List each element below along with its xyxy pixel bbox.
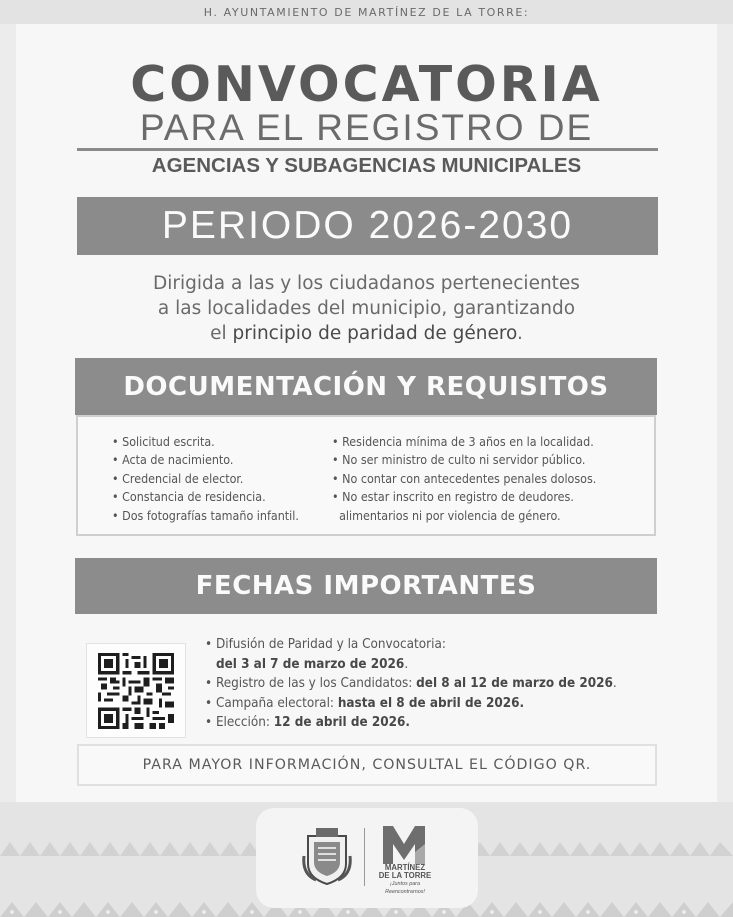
requisito-item: • No ser ministro de culto ni servidor público.	[332, 451, 596, 469]
brand-logo-m-icon	[379, 822, 429, 866]
info-box	[77, 744, 657, 786]
fecha-eleccion-date: 12 de abril de 2026	[273, 715, 406, 731]
brand-line-2: DE LA TORRE	[378, 871, 432, 880]
info-text: PARA MAYOR INFORMACIÓN, CONSULTAL EL CÓDIGO QR.	[142, 757, 592, 773]
fecha-difusion	[205, 635, 617, 655]
title-agencias: AGENCIAS Y SUBAGENCIAS MUNICIPALES	[151, 154, 582, 177]
ayuntamiento-label: H. AYUNTAMIENTO DE MARTÍNEZ DE LA TORRE:	[203, 5, 530, 19]
fecha-campana	[205, 694, 617, 714]
period: .	[405, 715, 410, 731]
periodo-text: PERIODO 2026-2030	[161, 204, 574, 247]
qr-code-frame[interactable]	[86, 643, 186, 738]
fecha-registro-date: del 8 al 12 de marzo de 2026	[416, 676, 613, 692]
requisitos-left-list	[112, 433, 299, 525]
dirigida-line-2: a las localidades del municipio, garantizando	[157, 298, 576, 319]
periodo-banner	[77, 197, 658, 255]
dirigida-pre: el	[210, 323, 233, 344]
top-band	[0, 0, 733, 24]
dirigida-post: .	[517, 323, 523, 344]
fecha-campana-label: Campaña electoral:	[215, 695, 338, 711]
requisito-item-continuation: alimentarios ni por violencia de género.	[339, 507, 561, 523]
municipal-crest-icon	[302, 826, 352, 886]
requisito-item: • Dos fotografías tamaño infantil.	[112, 507, 299, 525]
requisito-item: • Credencial de elector.	[112, 470, 299, 488]
documentacion-heading-bar	[75, 358, 657, 415]
period: .	[519, 695, 525, 711]
title-convocatoria: CONVOCATORIA	[130, 56, 603, 113]
requisito-item: • Acta de nacimiento.	[112, 451, 299, 469]
fecha-eleccion	[205, 713, 617, 733]
requisitos-box	[76, 415, 656, 536]
title-divider	[77, 148, 658, 151]
requisito-item: • Residencia mínima de 3 años en la localidad.	[332, 433, 596, 451]
requisito-item: • Solicitud escrita.	[112, 433, 299, 451]
fecha-difusion-date: del 3 al 7 de marzo de 2026	[216, 656, 405, 672]
logo-card	[256, 808, 478, 908]
fecha-registro	[205, 674, 617, 694]
paridad-emphasis: principio de paridad de género	[232, 323, 518, 344]
period: .	[404, 656, 409, 672]
documentacion-heading: DOCUMENTACIÓN Y REQUISITOS	[123, 371, 609, 402]
requisito-item: • Constancia de residencia.	[112, 488, 299, 506]
brand-slogan: ¡Juntos para Reencontrarnos!	[385, 881, 425, 895]
period: .	[612, 676, 617, 692]
dirigida-line-1: Dirigida a las y los ciudadanos pertenecientes	[153, 273, 580, 294]
title-registro: PARA EL REGISTRO DE	[139, 107, 594, 148]
brand-line-1: MARTÍNEZ	[384, 863, 426, 872]
dirigida-paragraph	[0, 271, 733, 346]
requisito-item: • No contar con antecedentes penales dolosos.	[332, 470, 596, 488]
fechas-heading: FECHAS IMPORTANTES	[195, 571, 537, 601]
qr-code-icon[interactable]	[98, 653, 174, 729]
fecha-difusion-date-line	[205, 655, 617, 675]
fechas-heading-bar	[75, 558, 657, 614]
brand-name	[376, 864, 434, 896]
fecha-registro-label: Registro de las y los Candidatos:	[215, 676, 417, 692]
logo-divider	[364, 828, 365, 886]
fechas-list	[205, 635, 617, 733]
fecha-eleccion-label: Elección:	[215, 715, 274, 731]
fecha-campana-date: hasta el 8 de abril de 2026	[337, 695, 520, 711]
requisito-item: • No estar inscrito en registro de deudores.	[332, 488, 596, 506]
requisitos-right-list	[332, 433, 596, 525]
dirigida-line-3	[0, 321, 733, 346]
fecha-difusion-label: Difusión de Paridad y la Convocatoria:	[215, 637, 446, 652]
